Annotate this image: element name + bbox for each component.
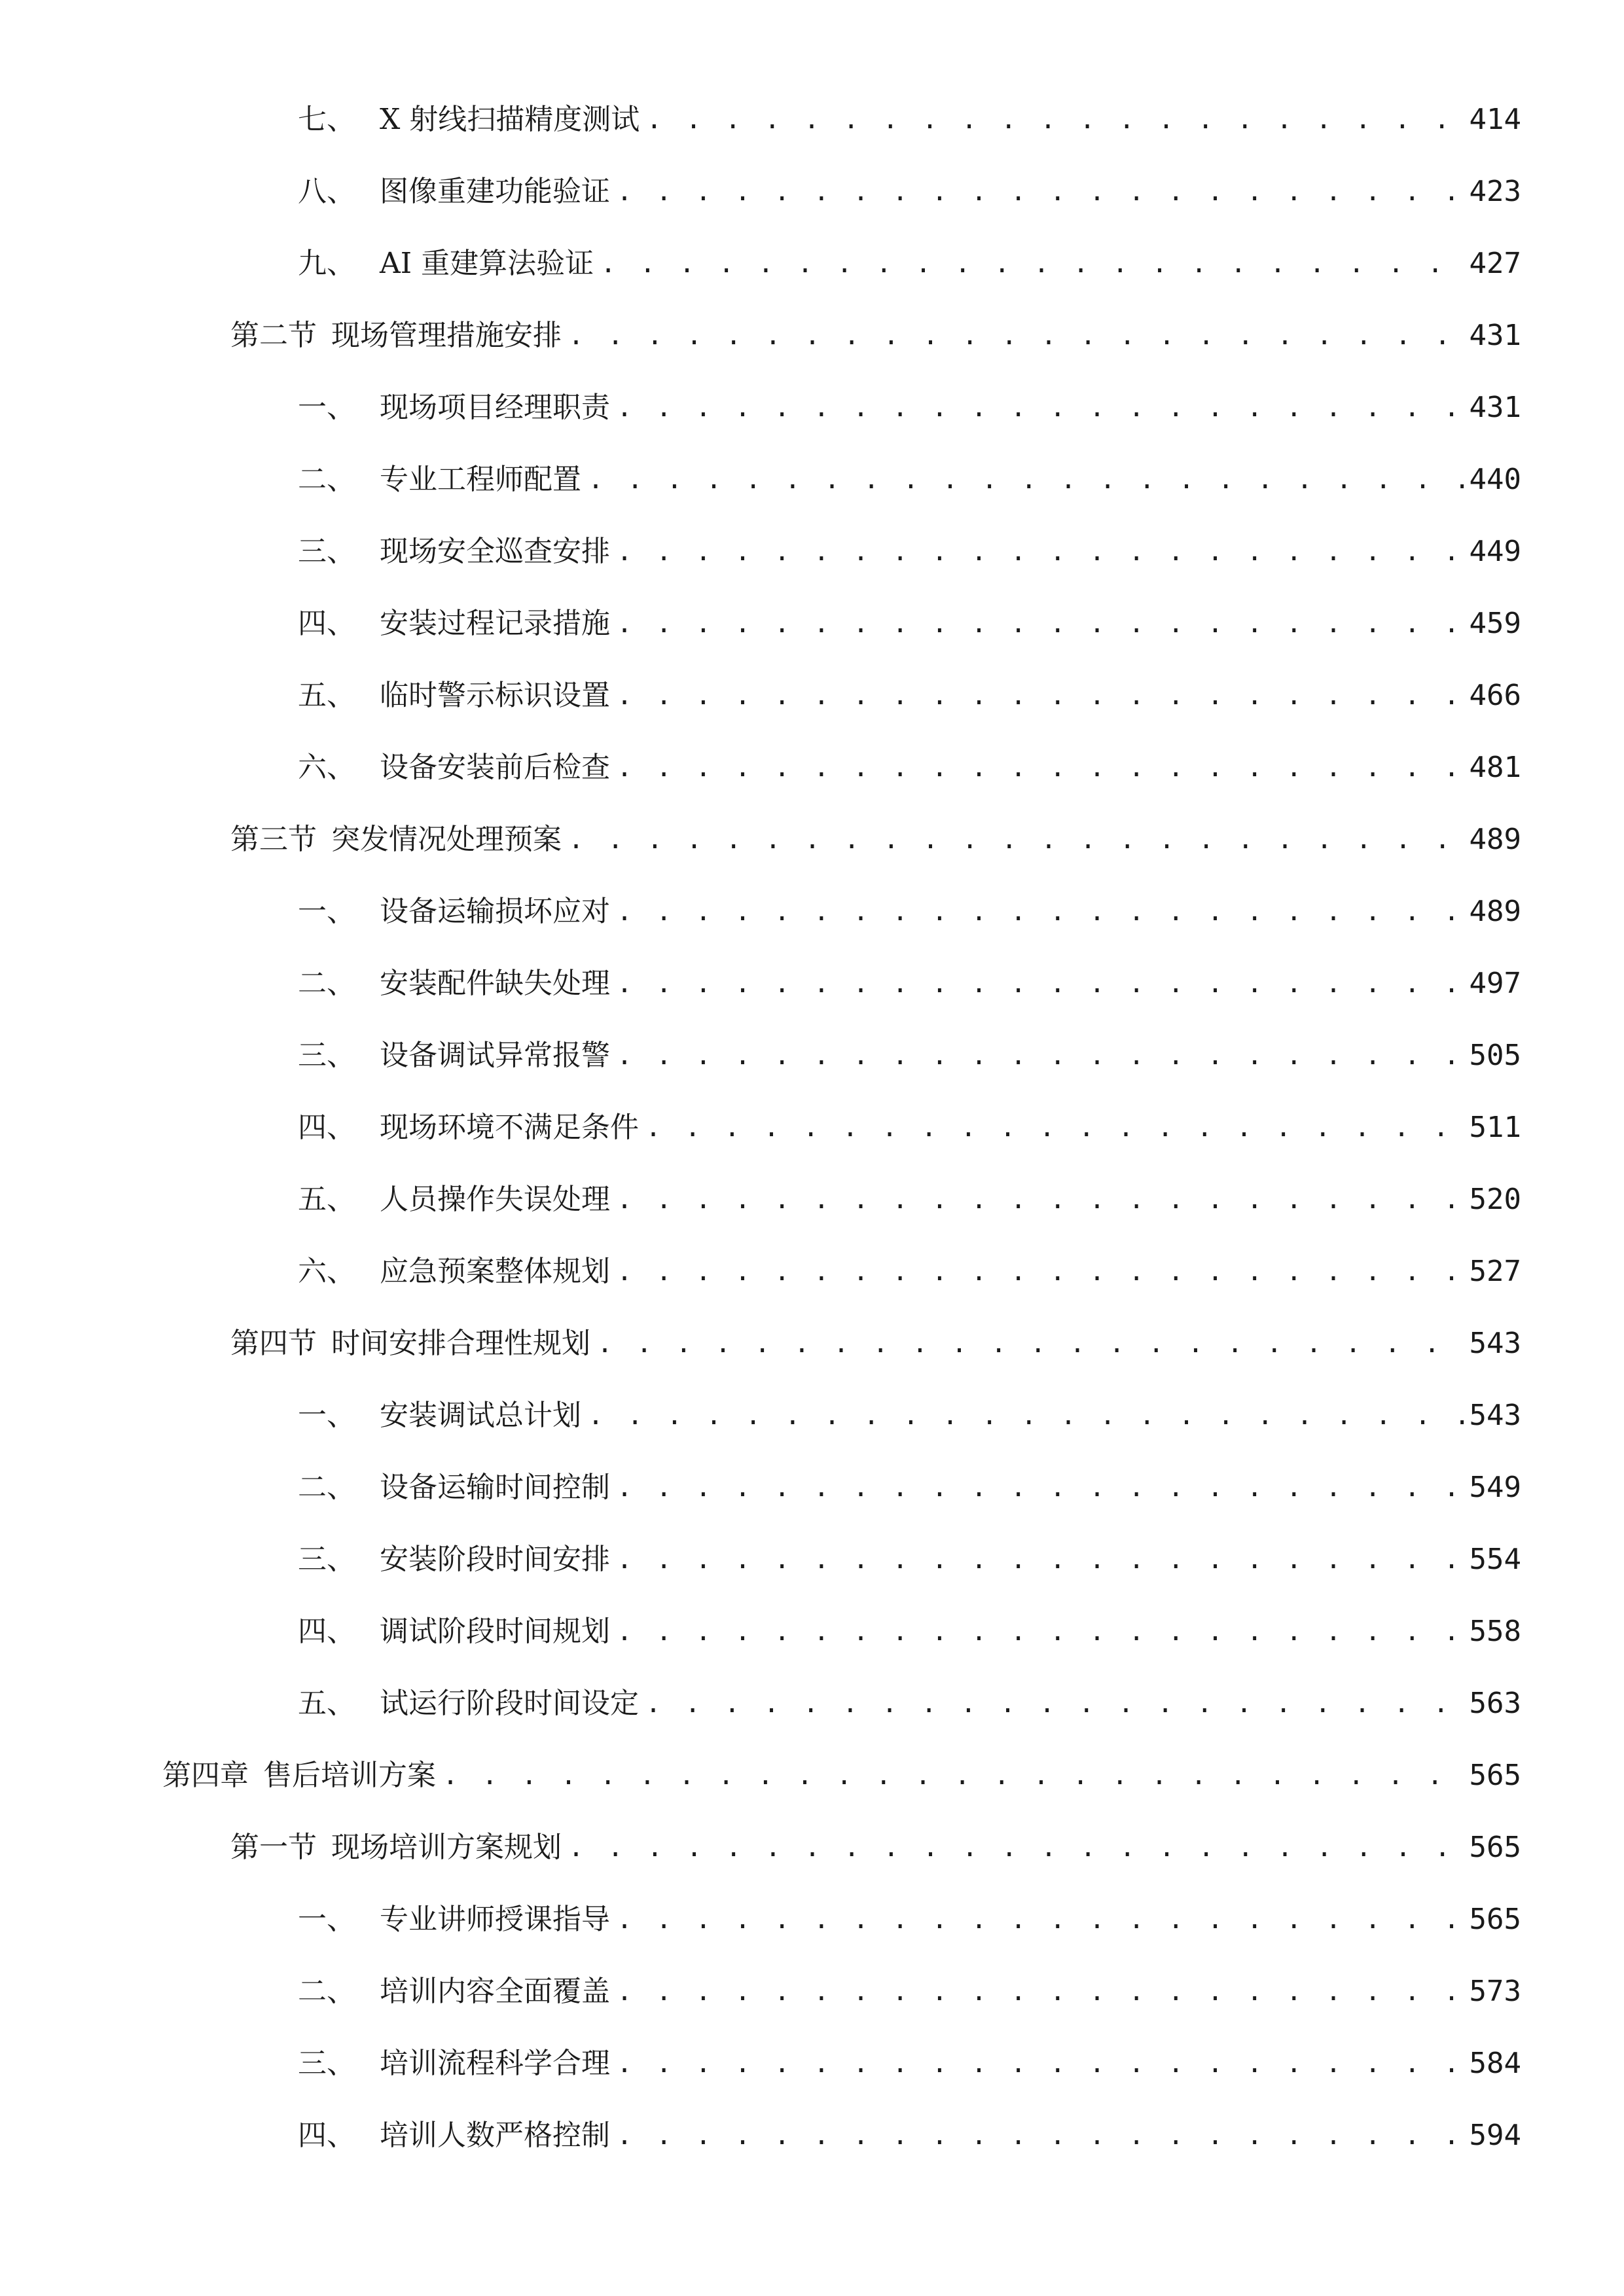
- dot-leader: [610, 2037, 1470, 2090]
- toc-entry-title: 设备运输损坏应对: [380, 895, 610, 928]
- toc-entry-number: 二、: [298, 463, 355, 496]
- toc-entry-number: 三、: [298, 2047, 355, 2080]
- toc-entry-title: 应急预案整体规划: [380, 1255, 610, 1288]
- toc-entry-title: 培训流程科学合理: [380, 2047, 610, 2080]
- toc-entry-3-install-phase[interactable]: [298, 1534, 1521, 1586]
- toc-entry-number: 一、: [298, 1903, 355, 1936]
- toc-entry-title: 现场安全巡查安排: [380, 535, 610, 568]
- toc-chapter-4-after-sales-training[interactable]: [162, 1749, 1521, 1802]
- dot-leader: [610, 526, 1470, 578]
- toc-entry-page-number: 440: [1469, 463, 1521, 496]
- dot-leader: [639, 1102, 1470, 1154]
- toc-entry-title: 设备调试异常报警: [380, 1039, 610, 1072]
- toc-entry-number: 七、: [298, 103, 355, 136]
- toc-entry-4-debug-phase[interactable]: [298, 1605, 1521, 1658]
- toc-entry-8-image-reconstruction[interactable]: [298, 166, 1521, 218]
- toc-entry-page-number: 543: [1469, 1327, 1521, 1360]
- toc-entry-title: 售后培训方案: [263, 1759, 436, 1792]
- dot-leader: [610, 1030, 1470, 1082]
- toc-entry-number: 五、: [298, 679, 355, 712]
- dot-leader: [610, 2109, 1470, 2162]
- toc-entry-title: 临时警示标识设置: [380, 679, 610, 712]
- toc-entry-title: 安装调试总计划: [380, 1399, 581, 1432]
- toc-entry-page-number: 584: [1469, 2047, 1521, 2080]
- toc-entry-4-trainee-count[interactable]: [298, 2109, 1521, 2162]
- dot-leader: [610, 958, 1470, 1010]
- toc-entry-number: 九、: [298, 247, 355, 280]
- dot-leader: [610, 1534, 1470, 1586]
- toc-entry-number: 六、: [298, 751, 355, 784]
- toc-entry-page-number: 520: [1469, 1183, 1521, 1216]
- dot-leader: [610, 886, 1470, 938]
- toc-entry-title: 现场管理措施安排: [331, 319, 562, 352]
- dot-leader: [610, 382, 1470, 434]
- toc-entry-page-number: 527: [1469, 1255, 1521, 1288]
- toc-entry-page-number: 543: [1469, 1399, 1521, 1432]
- toc-entry-5-trial-run[interactable]: [298, 1677, 1521, 1730]
- toc-entry-7-xray-scan-test[interactable]: [298, 94, 1521, 146]
- toc-entry-page-number: 497: [1469, 967, 1521, 1000]
- toc-entry-9-ai-reconstruction[interactable]: [298, 238, 1521, 290]
- toc-section-1-onsite-training[interactable]: [230, 1821, 1521, 1874]
- toc-entry-number: 二、: [298, 1471, 355, 1504]
- toc-entry-2-content-coverage[interactable]: [298, 1965, 1521, 2018]
- dot-leader: [610, 1246, 1470, 1298]
- toc-entry-page-number: 594: [1469, 2119, 1521, 2152]
- toc-entry-title: AI 重建算法验证: [380, 247, 594, 280]
- toc-entry-6-emergency-overall[interactable]: [298, 1246, 1521, 1298]
- toc-entry-title: 现场项目经理职责: [380, 391, 610, 424]
- toc-entry-5-warning-signs[interactable]: [298, 670, 1521, 722]
- dot-leader: [594, 238, 1469, 290]
- dot-leader: [562, 814, 1470, 866]
- toc-entry-page-number: 414: [1469, 103, 1521, 136]
- toc-entry-number: 四、: [298, 1111, 355, 1144]
- toc-entry-1-project-manager[interactable]: [298, 382, 1521, 434]
- toc-entry-page-number: 481: [1469, 751, 1521, 784]
- toc-entry-number: 三、: [298, 1543, 355, 1576]
- toc-entry-title: 专业讲师授课指导: [380, 1903, 610, 1936]
- toc-entry-1-lecturer-guidance[interactable]: [298, 1893, 1521, 1946]
- toc-entry-page-number: 565: [1469, 1759, 1521, 1792]
- toc-section-3-emergency-plan[interactable]: [230, 814, 1521, 866]
- toc-entry-number: 六、: [298, 1255, 355, 1288]
- toc-entry-number: 四、: [298, 2119, 355, 2152]
- toc-entry-page-number: 449: [1469, 535, 1521, 568]
- toc-entry-page-number: 565: [1469, 1831, 1521, 1864]
- dot-leader: [581, 1390, 1470, 1442]
- toc-entry-page-number: 558: [1469, 1615, 1521, 1648]
- toc-entry-title: 时间安排合理性规划: [331, 1327, 590, 1360]
- toc-entry-number: 五、: [298, 1687, 355, 1720]
- toc-entry-number: 第四节: [230, 1327, 317, 1360]
- toc-entry-page-number: 565: [1469, 1903, 1521, 1936]
- dot-leader: [610, 1462, 1470, 1514]
- toc-entry-1-master-plan[interactable]: [298, 1390, 1521, 1442]
- toc-entry-1-transport-damage[interactable]: [298, 886, 1521, 938]
- toc-entry-page-number: 431: [1469, 391, 1521, 424]
- dot-leader: [610, 670, 1470, 722]
- toc-entry-title: 人员操作失误处理: [380, 1183, 610, 1216]
- toc-entry-3-training-process[interactable]: [298, 2037, 1521, 2090]
- toc-entry-page-number: 511: [1469, 1111, 1521, 1144]
- toc-section-4-schedule-planning[interactable]: [230, 1318, 1521, 1370]
- toc-entry-title: 安装过程记录措施: [380, 607, 610, 640]
- toc-entry-number: 三、: [298, 1039, 355, 1072]
- toc-entry-4-site-conditions[interactable]: [298, 1102, 1521, 1154]
- toc-entry-number: 四、: [298, 1615, 355, 1648]
- toc-entry-number: 五、: [298, 1183, 355, 1216]
- toc-entry-page-number: 423: [1469, 175, 1521, 208]
- toc-entry-number: 三、: [298, 535, 355, 568]
- toc-entry-page-number: 431: [1469, 319, 1521, 352]
- dot-leader: [610, 742, 1470, 794]
- toc-entry-2-missing-parts[interactable]: [298, 958, 1521, 1010]
- toc-entry-2-engineer-config[interactable]: [298, 454, 1521, 506]
- dot-leader: [610, 1893, 1470, 1946]
- toc-entry-number: 一、: [298, 895, 355, 928]
- dot-leader: [610, 1605, 1470, 1658]
- toc-entry-page-number: 549: [1469, 1471, 1521, 1504]
- toc-entry-number: 第二节: [230, 319, 317, 352]
- toc-entry-title: 培训内容全面覆盖: [380, 1975, 610, 2008]
- dot-leader: [562, 310, 1470, 362]
- toc-entry-title: 安装阶段时间安排: [380, 1543, 610, 1576]
- toc-entry-page-number: 427: [1469, 247, 1521, 280]
- toc-entry-number: 八、: [298, 175, 355, 208]
- dot-leader: [581, 454, 1470, 506]
- dot-leader: [639, 1677, 1470, 1730]
- toc-entry-number: 一、: [298, 1399, 355, 1432]
- toc-entry-title: 设备安装前后检查: [380, 751, 610, 784]
- toc-entry-title: 专业工程师配置: [380, 463, 581, 496]
- toc-entry-title: X 射线扫描精度测试: [380, 103, 640, 136]
- toc-entry-4-install-records[interactable]: [298, 598, 1521, 650]
- dot-leader: [562, 1821, 1470, 1874]
- dot-leader: [640, 94, 1469, 146]
- toc-entry-page-number: 459: [1469, 607, 1521, 640]
- toc-entry-title: 安装配件缺失处理: [380, 967, 610, 1000]
- toc-entry-page-number: 554: [1469, 1543, 1521, 1576]
- toc-entry-page-number: 489: [1469, 895, 1521, 928]
- toc-entry-title: 现场环境不满足条件: [380, 1111, 639, 1144]
- toc-section-2-site-management[interactable]: [230, 310, 1521, 362]
- toc-entry-title: 图像重建功能验证: [380, 175, 610, 208]
- toc-entry-2-transport-time[interactable]: [298, 1462, 1521, 1514]
- dot-leader: [610, 1174, 1470, 1226]
- toc-entry-title: 现场培训方案规划: [331, 1831, 562, 1864]
- toc-entry-5-operator-error[interactable]: [298, 1174, 1521, 1226]
- dot-leader: [610, 166, 1470, 218]
- toc-entry-page-number: 466: [1469, 679, 1521, 712]
- toc-entry-page-number: 573: [1469, 1975, 1521, 2008]
- toc-entry-number: 第三节: [230, 823, 317, 856]
- toc-entry-number: 二、: [298, 967, 355, 1000]
- toc-entry-3-safety-patrol[interactable]: [298, 526, 1521, 578]
- toc-entry-number: 第一节: [230, 1831, 317, 1864]
- toc-entry-page-number: 563: [1469, 1687, 1521, 1720]
- toc-entry-title: 调试阶段时间规划: [380, 1615, 610, 1648]
- toc-entry-page-number: 489: [1469, 823, 1521, 856]
- toc-entry-number: 二、: [298, 1975, 355, 2008]
- toc-entry-page-number: 505: [1469, 1039, 1521, 1072]
- toc-entry-title: 设备运输时间控制: [380, 1471, 610, 1504]
- toc-entry-title: 培训人数严格控制: [380, 2119, 610, 2152]
- dot-leader: [610, 1965, 1470, 2018]
- toc-entry-title: 突发情况处理预案: [331, 823, 562, 856]
- toc-entry-number: 四、: [298, 607, 355, 640]
- dot-leader: [610, 598, 1470, 650]
- toc-entry-number: 第四章: [162, 1759, 249, 1792]
- toc-entry-title: 试运行阶段时间设定: [380, 1687, 639, 1720]
- dot-leader: [436, 1749, 1470, 1802]
- dot-leader: [590, 1318, 1470, 1370]
- toc-entry-6-pre-post-check[interactable]: [298, 742, 1521, 794]
- toc-entry-number: 一、: [298, 391, 355, 424]
- toc-entry-3-debug-alarm[interactable]: [298, 1030, 1521, 1082]
